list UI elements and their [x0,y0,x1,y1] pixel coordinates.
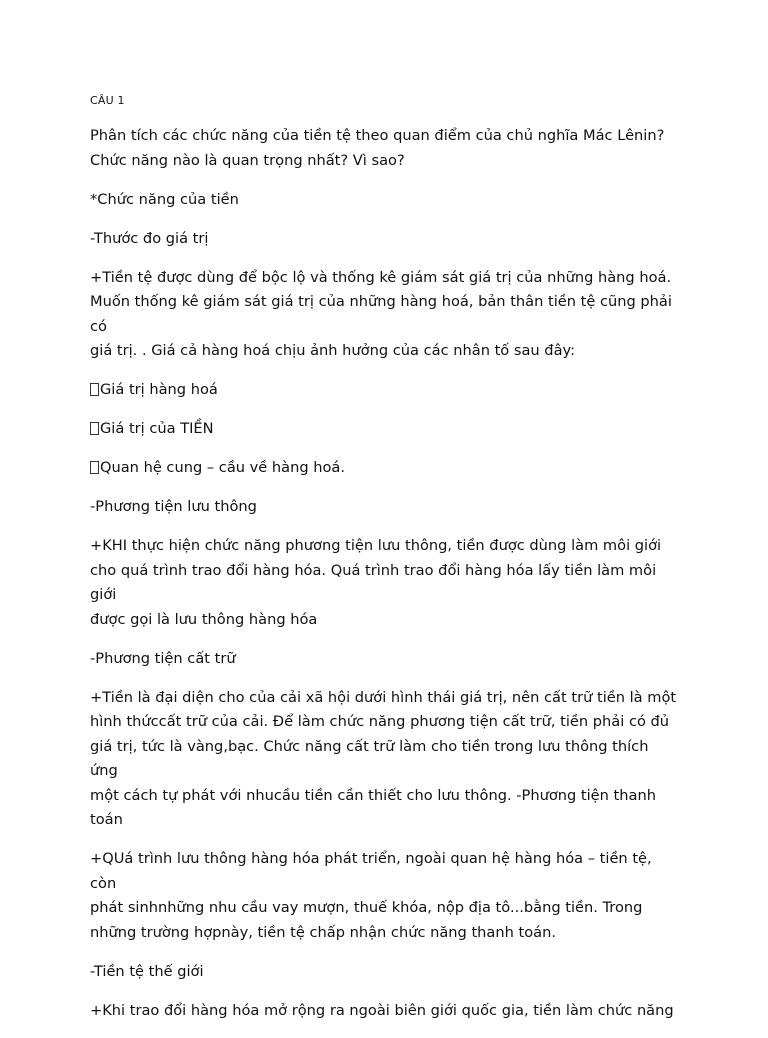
question-line: Phân tích các chức năng của tiền tệ theo quan điểm của chủ nghĩa Mác Lênin? [90,127,665,144]
section-title: *Chức năng của tiền [90,190,239,208]
missing-glyph-icon [90,383,99,396]
text-line: +QUá trình lưu thông hàng hóa phát triển, ngoài quan hệ hàng hóa – tiền tệ, còn [90,850,652,892]
text-line: phát sinhnhững nhu cầu vay mượn, thuế khóa, nộp địa tô...bằng tiền. Trong [90,899,643,916]
text-line: một cách tự phát với nhucầu tiền cần thiết cho lưu thông. -Phương tiện thanh [90,786,656,804]
storage-paragraph [90,686,680,833]
world-money-title: -Tiền tệ thế giới [90,962,204,980]
question-text [90,124,680,173]
question-number: CÂU 1 [90,94,125,107]
measure-title: -Thước đo giá trị [90,229,209,247]
question-line: Chức năng nào là quan trọng nhất? Vì sao? [90,151,405,169]
text-line: hình thứccất trữ của cải. Để làm chức năng phương tiện cất trữ, tiền phải có đủ [90,713,670,730]
payment-paragraph [90,847,680,945]
factor-text: Quan hệ cung – cầu về hàng hoá. [100,459,346,476]
text-line: +Khi trao đổi hàng hóa mở rộng ra ngoài biên giới quốc gia, tiền làm chức năng [90,1001,674,1019]
circulation-title: -Phương tiện lưu thông [90,498,257,515]
measure-paragraph [90,266,680,364]
text-line: Muốn thống kê giám sát giá trị của những hàng hoá, bản thân tiền tệ cũng phải có [90,293,672,335]
storage-title: -Phương tiện cất trữ [90,649,236,667]
text-line: +Tiền tệ được dùng để bộc lộ và thống kê giám sát giá trị của những hàng hoá. [90,268,672,286]
missing-glyph-icon [90,422,99,435]
text-line: +KHI thực hiện chức năng phương tiện lưu thông, tiền được dùng làm môi giới [90,537,662,554]
text-line: toán [90,811,123,828]
factor-text: Giá trị của TIỀN [100,420,214,437]
text-line: +Tiền là đại diện cho của cải xã hội dưới hình thái giá trị, nên cất trữ tiền là một [90,688,677,706]
factor-item [90,417,680,442]
text-line: những trường hợpnày, tiền tệ chấp nhận chức năng thanh toán. [90,923,556,941]
missing-glyph-icon [90,461,99,474]
document-body [90,92,680,1038]
text-line: được gọi là lưu thông hàng hóa [90,610,318,628]
text-line: giá trị. . Giá cả hàng hoá chịu ảnh hưởng của các nhân tố sau đây: [90,342,575,359]
factor-item [90,456,680,481]
world-money-paragraph [90,999,680,1024]
text-line: cho quá trình trao đổi hàng hóa. Quá trình trao đổi hàng hóa lấy tiền làm môi giới [90,561,657,603]
factor-item [90,378,680,403]
factor-text: Giá trị hàng hoá [100,381,218,398]
circulation-paragraph [90,534,680,632]
text-line: giá trị, tức là vàng,bạc. Chức năng cất trữ làm cho tiền trong lưu thông thích ứng [90,737,649,779]
